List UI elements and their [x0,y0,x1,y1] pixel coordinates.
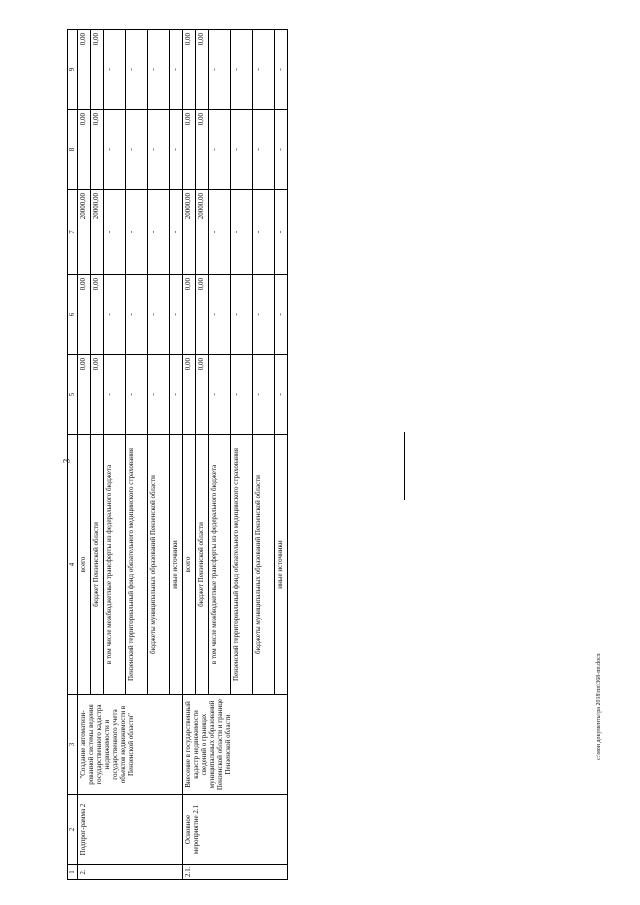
amount: - [253,275,275,354]
amount: - [171,230,179,234]
amount: - [276,148,284,151]
value-cell [78,110,183,190]
value-cell [78,30,183,110]
value-cell [183,30,288,110]
amount: 0,00 [78,355,91,434]
footer-path: c:\мои документы\ра 2018\пп\368-пп.docx [596,653,602,760]
amount: - [126,355,148,434]
amount: 20000,00 [91,190,104,274]
amount: 0,00 [91,355,104,434]
amount: 0,00 [91,275,104,354]
amount: - [126,110,148,189]
funding-source: иные источники [276,540,284,589]
funding-source: всего [183,435,196,694]
table-body [78,30,288,880]
table-row [183,30,288,880]
amount: - [209,355,231,434]
amount: - [148,30,170,109]
amount: - [209,110,231,189]
amount: 0,00 [183,355,196,434]
value-cell [78,355,183,435]
funding-source: бюджеты муниципальных образований Пензенской области [148,435,170,694]
funding-source: бюджет Пензенской области [196,435,209,694]
header-cell: 1 [68,865,78,880]
header-cell: 7 [68,190,78,275]
amount: - [253,110,275,189]
amount: - [148,110,170,189]
header-cell: 9 [68,30,78,110]
program-name: Основное мероприятие 2.1 [183,795,288,865]
value-cell [183,275,288,355]
source-cell [78,435,183,695]
funding-source: бюджет Пензенской области [91,435,104,694]
funding-source: бюджеты муниципальных образований Пензенской области [253,435,275,694]
amount: 0,00 [196,110,209,189]
funding-table-wrapper [67,30,350,880]
table-row [78,30,183,880]
amount: - [253,190,275,274]
amount: 20000,00 [196,190,209,274]
header-cell: 6 [68,275,78,355]
amount: - [231,190,253,274]
amount: 0,00 [196,275,209,354]
header-cell: 2 [68,795,78,865]
amount: - [104,355,126,434]
header-cell: 8 [68,110,78,190]
amount: - [171,393,179,396]
amount: - [209,275,231,354]
row-number: 2. [78,865,183,880]
amount: - [148,275,170,354]
funding-source: иные источники [171,540,179,589]
amount: - [126,30,148,109]
amount: - [148,355,170,434]
value-cell [183,110,288,190]
header-cell: 5 [68,355,78,435]
amount: 0,00 [183,30,196,109]
program-title: Внесение в государственный кадастр недвижимости сведений о границах муниципальных образований Пензенской области и границе Пензенской области [183,695,288,795]
header-cell: 4 [68,435,78,695]
amount: - [104,275,126,354]
value-cell [183,190,288,275]
amount: 0,00 [183,110,196,189]
amount: - [276,393,284,396]
header-cell: 3 [68,695,78,795]
program-name: Подпрог-рамма 2 [78,795,183,865]
amount: - [253,355,275,434]
amount: - [276,68,284,71]
amount: - [231,355,253,434]
amount: - [126,190,148,274]
amount: - [209,30,231,109]
page-number: 3 [61,458,72,464]
row-number: 2.1. [183,865,288,880]
amount: - [231,275,253,354]
amount: - [276,230,284,234]
value-cell [183,355,288,435]
funding-source: Пензенский территориальный фонд обязательного медицинского страхования [126,435,148,694]
amount: - [104,190,126,274]
amount: 0,00 [78,110,91,189]
amount: - [104,110,126,189]
value-cell [78,275,183,355]
amount: 0,00 [91,110,104,189]
source-cell [183,435,288,695]
amount: 0,00 [196,355,209,434]
amount: - [253,30,275,109]
amount: - [209,190,231,274]
header-row [68,30,78,880]
amount: 0,00 [78,275,91,354]
amount: 20000,00 [183,190,196,274]
amount: - [148,190,170,274]
amount: - [104,30,126,109]
value-cell [78,190,183,275]
amount: 20000,00 [78,190,91,274]
amount: - [126,275,148,354]
amount: 0,00 [78,30,91,109]
amount: - [171,148,179,151]
funding-source: в том числе межбюджетные трансферты из федерального бюджета [209,435,231,694]
amount: - [276,313,284,316]
amount: - [171,68,179,71]
amount: - [231,30,253,109]
funding-source: всего [78,435,91,694]
amount: 0,00 [91,30,104,109]
amount: - [171,313,179,316]
divider-line [404,432,405,500]
amount: 0,00 [183,275,196,354]
funding-source: Пензенский территориальный фонд обязательного медицинского страхования [231,435,253,694]
amount: 0,00 [196,30,209,109]
amount: - [231,110,253,189]
funding-source: в том числе межбюджетные трансферты из федерального бюджета [104,435,126,694]
funding-table [67,29,288,880]
program-title: "Создание автоматизи-рованной системы ведения государственного кадастра недвижимости и государственного учета объектов недвижимости в Пензенской области" [78,695,183,795]
